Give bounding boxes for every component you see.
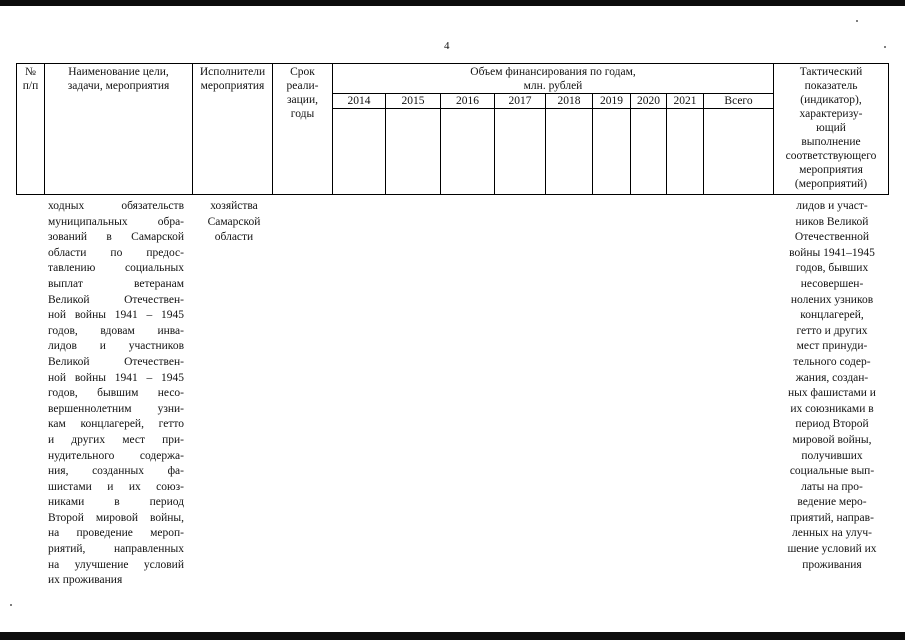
indicator-line: мест принуди- <box>796 340 868 353</box>
year-2020: 2020 <box>631 94 667 109</box>
description-line: их проживания <box>48 574 123 587</box>
description-line: тавлению социальных <box>48 262 184 275</box>
year-2018: 2018 <box>546 94 593 109</box>
description-line: и других мест при- <box>48 433 184 446</box>
description-line: на проведение мероп- <box>48 527 184 540</box>
scan-speck <box>884 46 886 48</box>
measure-indicator <box>780 199 884 573</box>
indicator-line: жания, создан- <box>795 371 869 384</box>
empty-cell <box>495 109 546 195</box>
description-line: ной войны 1941 – 1945 <box>48 309 184 322</box>
indicator-line: несовершен- <box>800 277 864 290</box>
description-line: Великой Отечествен- <box>48 293 184 306</box>
indicator-line: шение условий их <box>787 543 877 556</box>
empty-cell <box>593 109 631 195</box>
description-line: лидов и участников <box>48 340 184 353</box>
description-line: годов, бывшим несо- <box>48 387 184 400</box>
empty-cell <box>441 109 495 195</box>
financing-table-header <box>16 63 889 195</box>
year-total: Всего <box>704 94 774 109</box>
scan-border-top <box>0 0 905 6</box>
indicator-line: проживания <box>802 558 862 571</box>
empty-cell <box>333 109 386 195</box>
description-line: ной войны 1941 – 1945 <box>48 371 184 384</box>
empty-cell <box>546 109 593 195</box>
description-line: выплат ветеранам <box>48 277 184 290</box>
indicator-line: латы на про- <box>801 480 863 493</box>
indicator-line: социальные вып- <box>789 465 875 478</box>
description-line: никами в период <box>48 496 184 509</box>
year-2016: 2016 <box>441 94 495 109</box>
indicator-line: нолених узников <box>790 293 874 306</box>
year-2014: 2014 <box>333 94 386 109</box>
year-2017: 2017 <box>495 94 546 109</box>
year-2015: 2015 <box>386 94 441 109</box>
description-line: кам концлагерей, гетто <box>48 418 184 431</box>
scan-speck <box>856 20 858 22</box>
measure-description <box>48 199 184 589</box>
indicator-line: ных фашистами и <box>788 387 876 400</box>
description-line: зований в Самарской <box>48 231 184 244</box>
col-header-term: Срок реали- зации, годы <box>273 64 333 195</box>
indicator-line: гетто и других <box>796 324 868 337</box>
col-header-executors: Исполнители мероприятия <box>193 64 273 195</box>
executor-line: области <box>214 231 254 244</box>
page-number: 4 <box>444 40 450 52</box>
year-2021: 2021 <box>667 94 704 109</box>
scan-border-bottom <box>0 632 905 640</box>
description-line: годов, вдовам инва- <box>48 324 184 337</box>
empty-cell <box>386 109 441 195</box>
indicator-line: годов, бывших <box>795 262 869 275</box>
description-line: нудительного содержа- <box>48 449 184 462</box>
empty-cell <box>667 109 704 195</box>
description-line: Второй мировой войны, <box>48 511 184 524</box>
col-header-name: Наименование цели, задачи, мероприятия <box>45 64 193 195</box>
indicator-line: Отечественной <box>794 231 870 244</box>
description-line: шистами и их союз- <box>48 480 184 493</box>
indicator-line: тельного содер- <box>793 355 871 368</box>
executor-line: Самарской <box>207 215 261 228</box>
description-line: риятий, направленных <box>48 543 184 556</box>
scan-speck <box>10 604 12 606</box>
description-line: Великой Отечествен- <box>48 355 184 368</box>
indicator-line: ведение меро- <box>797 496 867 509</box>
description-line: области по предос- <box>48 246 184 259</box>
description-line: ния, созданных фа- <box>48 465 184 478</box>
indicator-line: их союзниками в <box>790 402 874 415</box>
indicator-line: мировой войны, <box>792 433 872 446</box>
executor-line: хозяйства <box>210 200 258 212</box>
empty-cell <box>631 109 667 195</box>
indicator-line: концлагерей, <box>800 309 864 322</box>
col-header-indicator: Тактический показатель (индикатор), характеризу- ющий выполнение соответствующего мероприятия (мероприятий) <box>774 64 889 195</box>
year-2019: 2019 <box>593 94 631 109</box>
indicator-line: приятий, направ- <box>790 511 874 524</box>
indicator-line: получивших <box>801 449 863 462</box>
description-line: муниципальных обра- <box>48 215 184 228</box>
col-header-number: № п/п <box>17 64 45 195</box>
indicator-line: ников Великой <box>795 215 869 228</box>
indicator-line: лидов и участ- <box>796 200 868 212</box>
empty-cell <box>704 109 774 195</box>
measure-executors <box>196 199 272 246</box>
indicator-line: период Второй <box>795 418 869 431</box>
description-line: на улучшение условий <box>48 558 184 571</box>
indicator-line: ленных на улуч- <box>792 527 872 540</box>
description-line: ходных обязательств <box>48 200 184 212</box>
indicator-line: войны 1941–1945 <box>789 246 875 259</box>
description-line: вершеннолетним узни- <box>48 402 184 415</box>
col-header-financing: Объем финансирования по годам, млн. рублей <box>333 64 774 94</box>
